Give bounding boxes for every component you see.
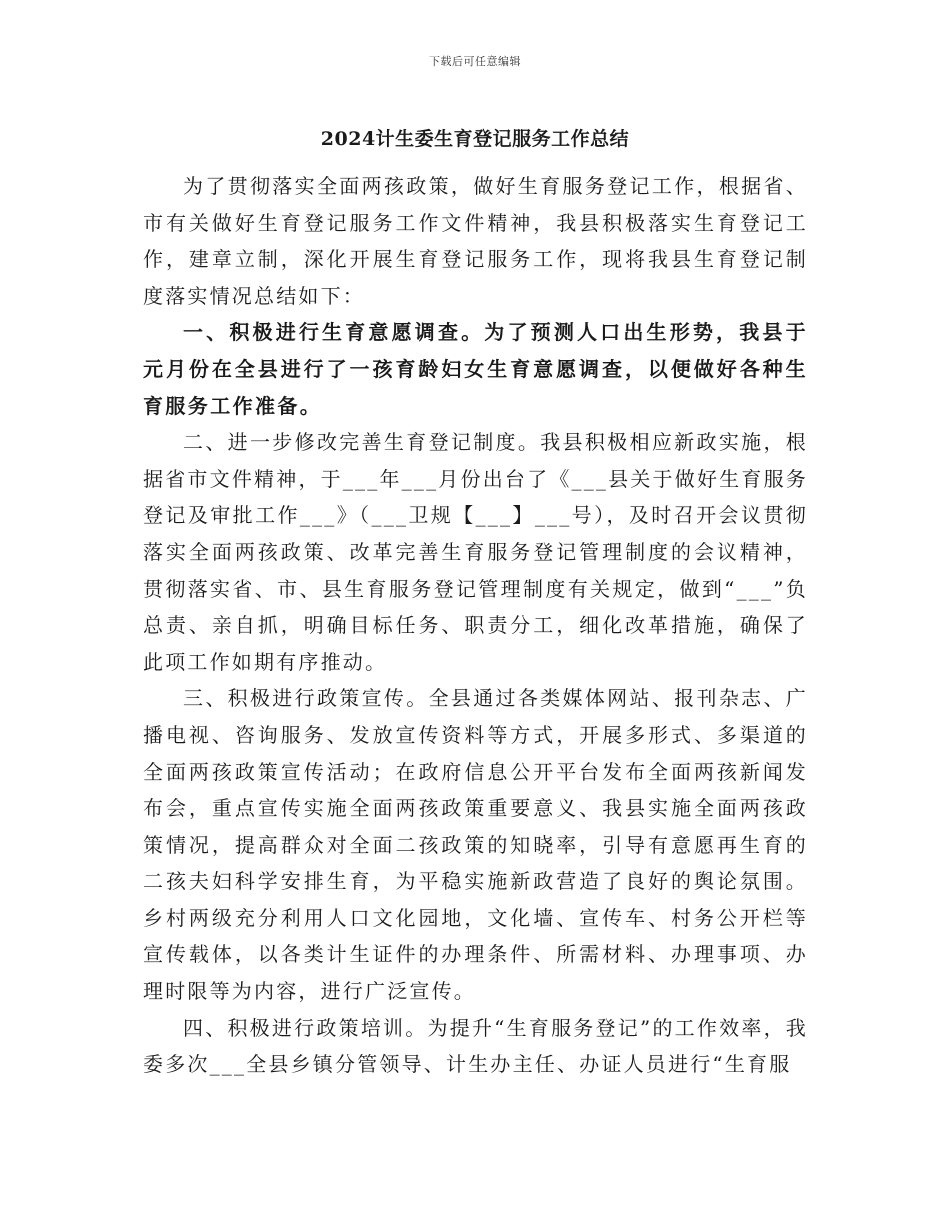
paragraph-section-4: 四、积极进行政策培训。为提升“生育服务登记”的工作效率，我委多次___全县乡镇分管领导、计生办主任、办证人员进行“生育服: [143, 1015, 808, 1077]
document-body: [143, 168, 808, 1083]
paragraph-intro: 为了贯彻落实全面两孩政策，做好生育服务登记工作，根据省、市有关做好生育登记服务工作文件精神，我县积极落实生育登记工作，建章立制，深化开展生育登记服务工作，现将我县生育登记制度落实情况总结如下：: [143, 174, 808, 308]
document-title: 2024计生委生育登记服务工作总结: [320, 128, 630, 150]
paragraph-section-1: 一、积极进行生育意愿调查。为了预测人口出生形势，我县于元月份在全县进行了一孩育龄妇女生育意愿调查，以便做好各种生育服务工作准备。: [143, 320, 808, 418]
paragraph-section-2: 二、进一步修改完善生育登记制度。我县积极相应新政实施，根据省市文件精神，于___年___月份出台了《___县关于做好生育服务登记及审批工作___》（___卫规【___】___号），及时召开会议贯彻落实全面两孩政策、改革完善生育服务登记管理制度的会议精神，贯彻落实省、市、县生育服务登记管理制度有关规定，做到“___”负总责、亲自抓，明确目标任务、职责分工，细化改革措施，确保了此项工作如期有序推动。: [143, 430, 808, 674]
page-header-note: 下载后可任意编辑: [429, 55, 521, 68]
paragraph-section-3: 三、积极进行政策宣传。全县通过各类媒体网站、报刊杂志、广播电视、咨询服务、发放宣传资料等方式，开展多形式、多渠道的全面两孩政策宣传活动；在政府信息公开平台发布全面两孩新闻发布会，重点宣传实施全面两孩政策重要意义、我县实施全面两孩政策情况，提高群众对全面二孩政策的知晓率，引导有意愿再生育的二孩夫妇科学安排生育，为平稳实施新政营造了良好的舆论氛围。乡村两级充分利用人口文化园地，文化墙、宣传车、村务公开栏等宣传载体，以各类计生证件的办理条件、所需材料、办理事项、办理时限等为内容，进行广泛宣传。: [143, 686, 808, 1004]
